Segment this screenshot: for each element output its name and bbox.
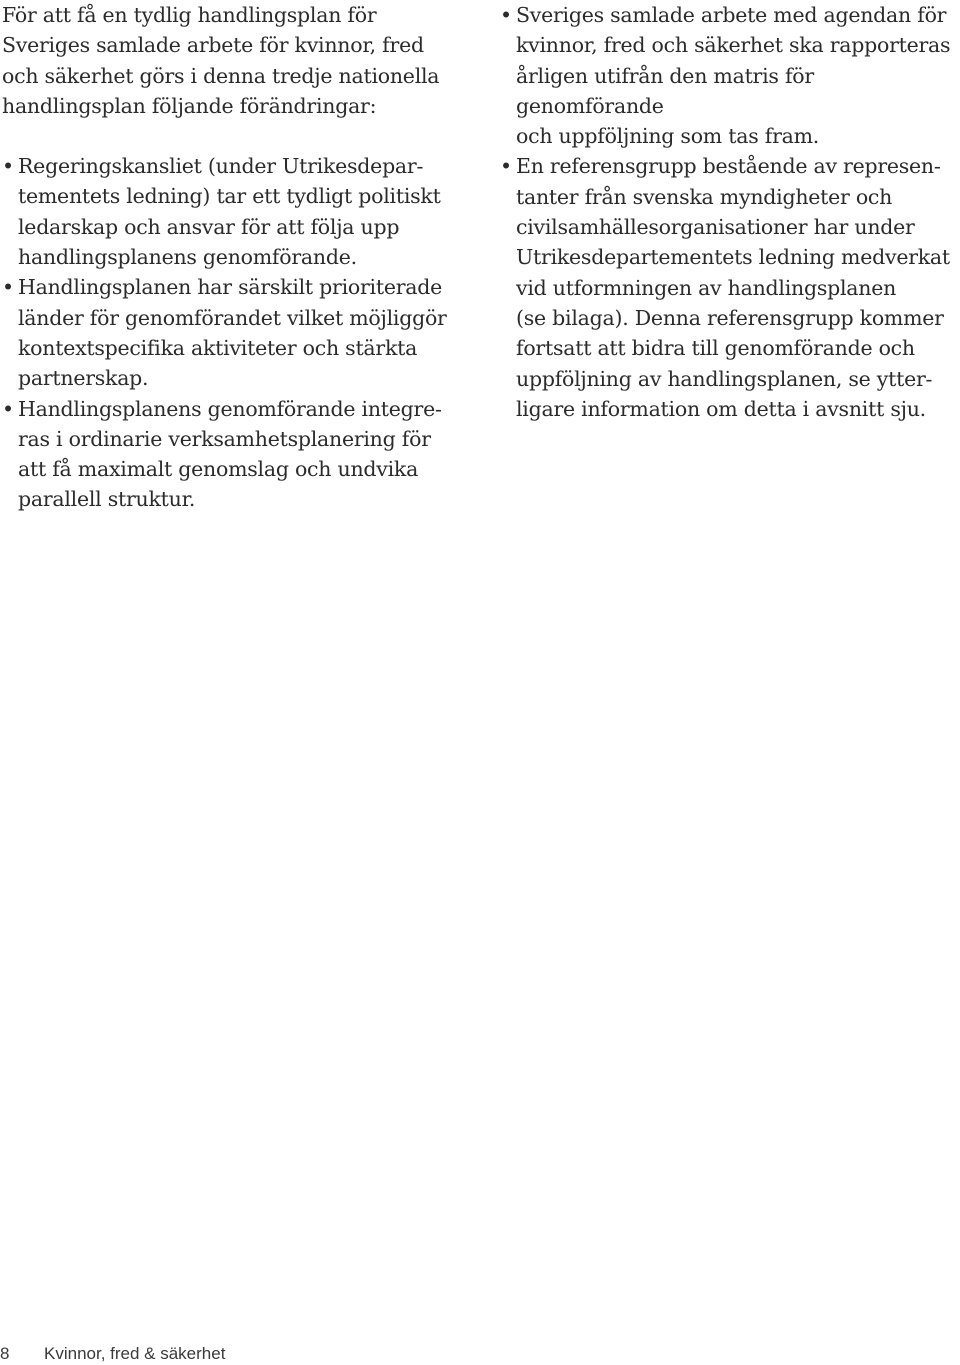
page-footer [0, 1343, 225, 1365]
list-item [500, 0, 960, 151]
list-item-text: Sveriges samlade arbete med agendan för kvinnor, fred och säkerhet ska rapporteras årligen utifrån den matris för genomförande och uppföljning som tas fram. [516, 3, 951, 149]
list-item [2, 394, 472, 515]
list-item-text: Handlingsplanens genomförande integre- ras i ordinarie verksamhetsplanering för att få maximalt genomslag och undvika parallell struktur. [18, 396, 442, 512]
intro-paragraph: För att få en tydlig handlingsplan för Sveriges samlade arbete för kvinnor, fred och säkerhet görs i denna tredje nationella handlingsplan följande förändringar: [2, 3, 440, 118]
footer-title: Kvinnor, fred & säkerhet [44, 1344, 226, 1363]
bullet-icon: • [2, 396, 14, 421]
list-item-text: Regeringskansliet (under Utrikesdepar- tementets ledning) tar ett tydligt politiskt ledarskap och ansvar för att följa upp handlingsplanens genomförande. [18, 154, 441, 270]
list-item-text: En referensgrupp bestående av represen- tanter från svenska myndigheter och civilsamhällesorganisationer har under Utrikesdepartementets ledning medverkat vid utformningen av handlingsplanen (se bilaga). Denna referensgrupp kommer fortsatt att bidra till genomförande och uppföljning av handlingsplanen, se ytter- ligare information om detta i avsnitt sju. [516, 154, 950, 421]
list-item [2, 272, 472, 393]
right-column [500, 0, 960, 424]
left-column [2, 0, 472, 515]
bullet-icon: • [500, 3, 512, 27]
list-item-text: Handlingsplanen har särskilt prioriterade länder för genomförandet vilket möjliggör kontextspecifika aktiviteter och stärkta partnerskap. [18, 275, 447, 391]
bullet-icon: • [500, 154, 512, 179]
list-item [2, 151, 472, 272]
page-number: 8 [0, 1344, 10, 1363]
bullet-icon: • [2, 275, 14, 300]
list-item [500, 151, 960, 424]
bullet-icon: • [2, 154, 14, 179]
